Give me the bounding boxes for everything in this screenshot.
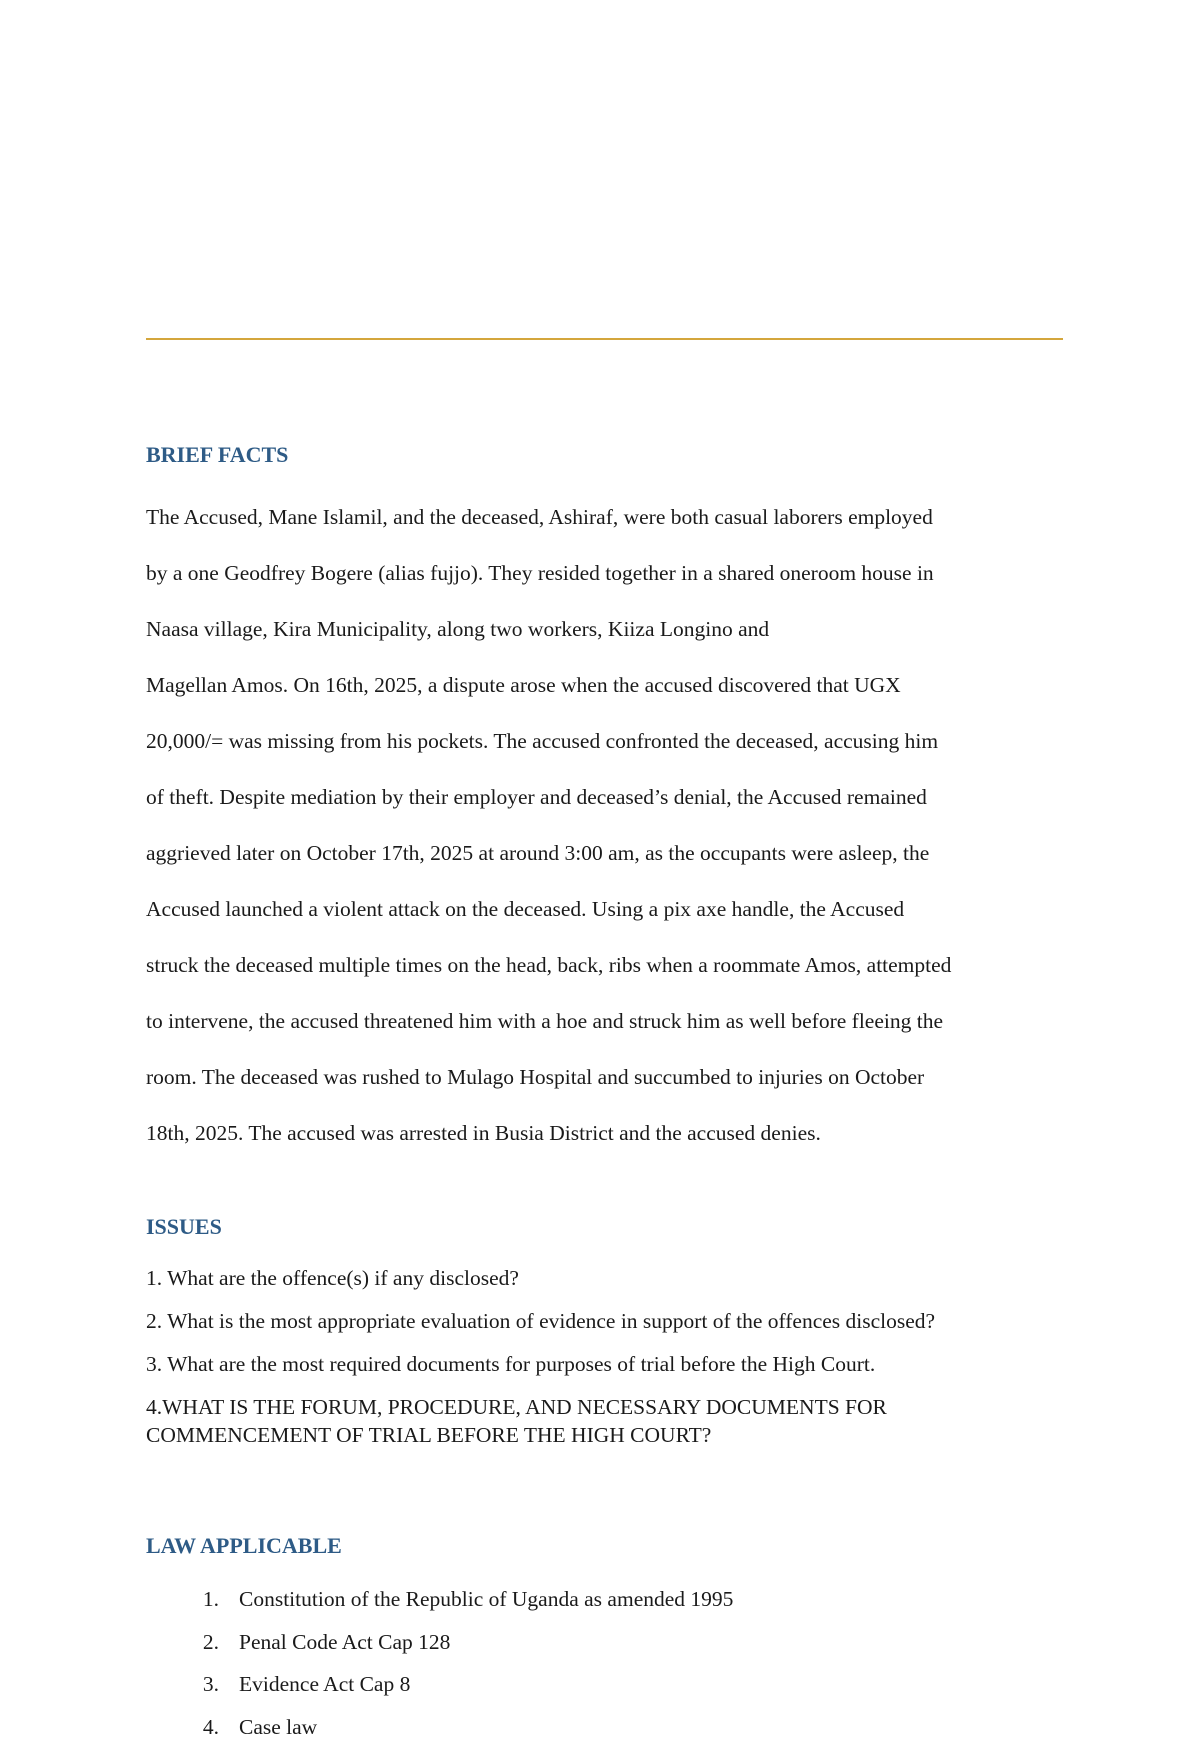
- issue-item: 3. What are the most required documents for purposes of trial before the High Court.: [146, 1352, 876, 1376]
- law-item: [146, 1713, 1066, 1741]
- law-item-number: 1.: [202, 1587, 219, 1611]
- facts-line: Naasa village, Kira Municipality, along two workers, Kiiza Longino and: [146, 617, 770, 641]
- facts-line: struck the deceased multiple times on the head, back, ribs when a roommate Amos, attempted: [146, 953, 952, 977]
- issue-item: 2. What is the most appropriate evaluation of evidence in support of the offences disclosed?: [146, 1309, 936, 1333]
- issue-item: 1. What are the offence(s) if any disclosed?: [146, 1266, 519, 1290]
- brief-facts-paragraph: [146, 475, 1066, 1175]
- law-applicable-heading: LAW APPLICABLE: [146, 1533, 342, 1558]
- issues-heading: ISSUES: [146, 1214, 222, 1239]
- law-item-text: Penal Code Act Cap 128: [239, 1629, 451, 1654]
- facts-line: 20,000/= was missing from his pockets. The accused confronted the deceased, accusing him: [146, 729, 939, 753]
- law-item-text: Constitution of the Republic of Uganda as amended 1995: [239, 1587, 734, 1611]
- facts-line: by a one Geodfrey Bogere (alias fujjo). They resided together in a shared oneroom house in: [146, 561, 934, 585]
- facts-line: Magellan Amos. On 16th, 2025, a dispute arose when the accused discovered that UGX: [146, 673, 901, 697]
- law-item-number: 4.: [202, 1714, 219, 1739]
- law-item: [146, 1585, 1066, 1613]
- facts-line: 18th, 2025. The accused was arrested in Busia District and the accused denies.: [146, 1121, 821, 1145]
- facts-line: to intervene, the accused threatened him with a hoe and struck him as well before fleeing the: [146, 1009, 943, 1033]
- law-item-number: 2.: [202, 1629, 219, 1654]
- law-item: [146, 1628, 1066, 1656]
- law-item: [146, 1670, 1066, 1698]
- facts-line: The Accused, Mane Islamil, and the deceased, Ashiraf, were both casual laborers employed: [146, 505, 933, 529]
- law-item-text: Evidence Act Cap 8: [239, 1672, 411, 1696]
- issues-list: [146, 1264, 1066, 1449]
- facts-line: Accused launched a violent attack on the deceased. Using a pix axe handle, the Accused: [146, 897, 905, 921]
- law-item-text: Case law: [239, 1714, 318, 1739]
- issue-item: 4.WHAT IS THE FORUM, PROCEDURE, AND NECESSARY DOCUMENTS FOR COMMENCEMENT OF TRIAL BEFORE THE HIGH COURT?: [146, 1395, 887, 1447]
- brief-facts-heading: BRIEF FACTS: [146, 442, 289, 467]
- header-divider: [146, 338, 1063, 340]
- law-item-number: 3.: [202, 1672, 219, 1696]
- facts-line: aggrieved later on October 17th, 2025 at around 3:00 am, as the occupants were asleep, the: [146, 841, 930, 865]
- law-list: [146, 1585, 1066, 1741]
- facts-line: of theft. Despite mediation by their employer and deceased’s denial, the Accused remained: [146, 785, 927, 809]
- facts-line: room. The deceased was rushed to Mulago Hospital and succumbed to injuries on October: [146, 1065, 925, 1089]
- document-body: [146, 441, 1066, 1755]
